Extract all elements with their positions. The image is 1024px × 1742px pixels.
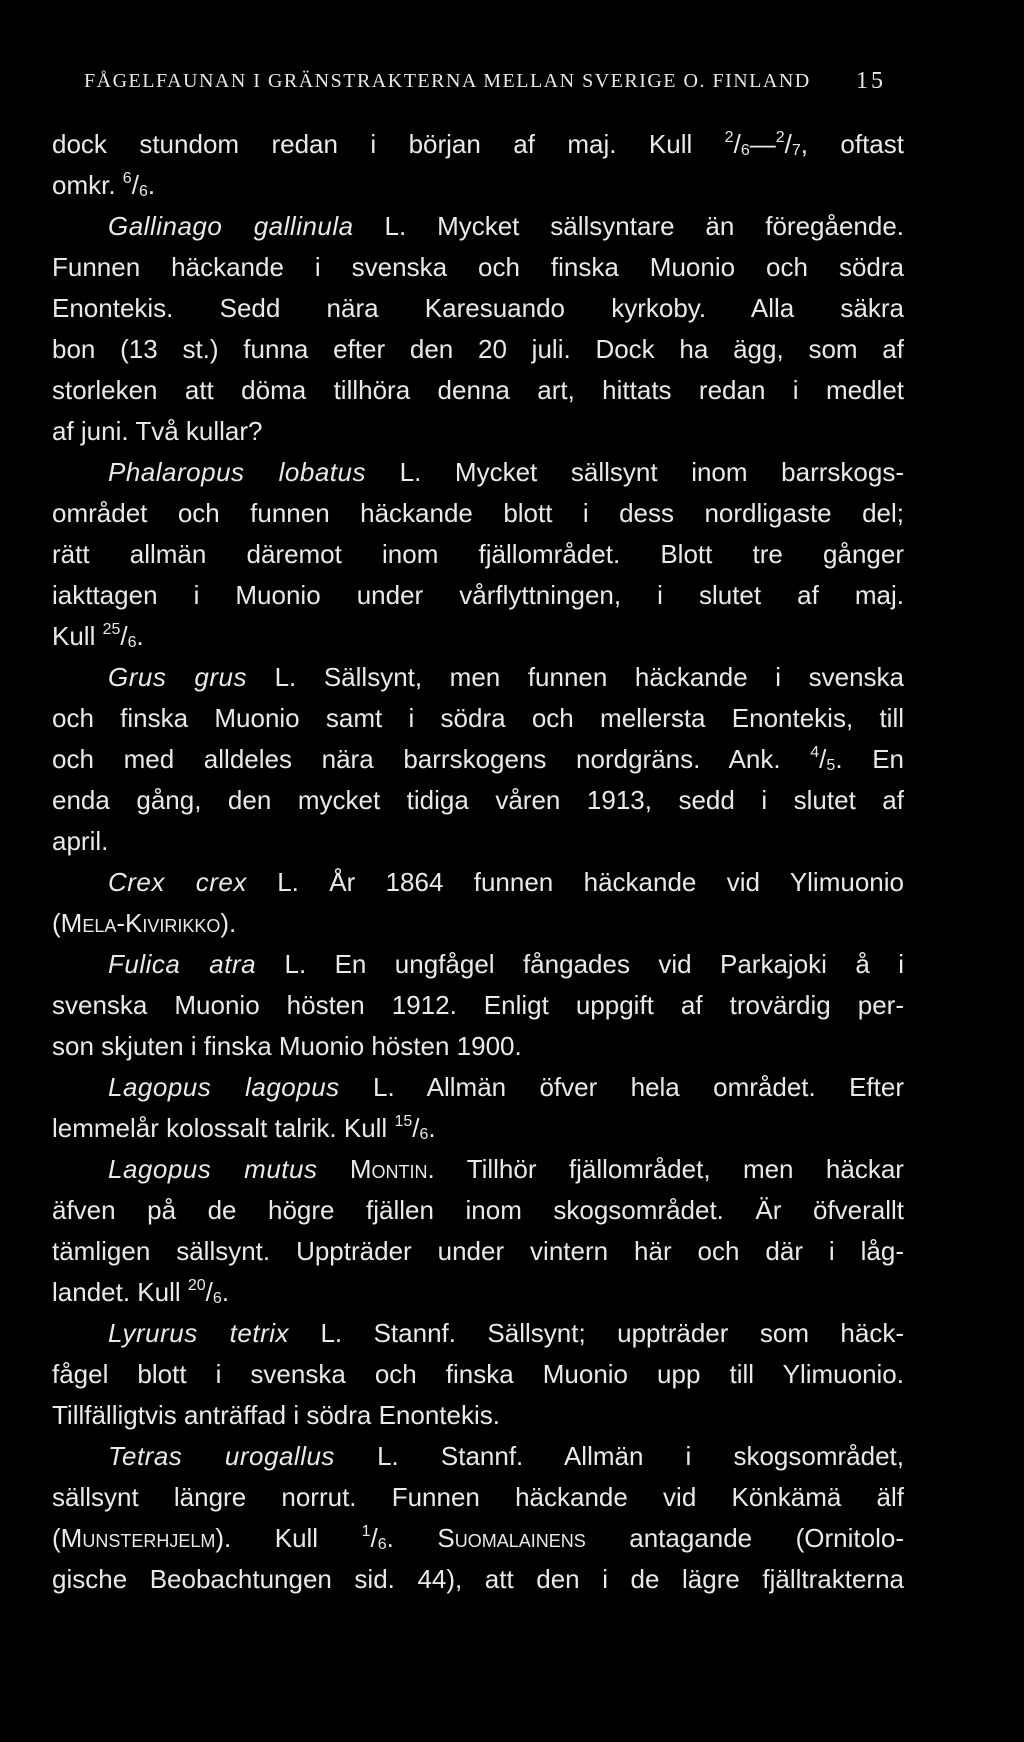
species-entry-crex: Crex crex L. År 1864 funnen häckande vid Ylimuonio xyxy=(108,867,904,897)
text-line-12: iakttagen i Muonio under vårflyttningen, i slutet af maj. xyxy=(52,580,904,610)
text-line-22: svenska Muonio hösten 1912. Enligt uppgift af trovärdig per- xyxy=(52,990,904,1020)
text-line-10: området och funnen häckande blott i dess nordligaste del; xyxy=(52,498,904,528)
species-name: Phalaropus lobatus xyxy=(108,457,366,487)
species-name: Tetras urogallus xyxy=(108,1441,335,1471)
text-line-36: gische Beobachtungen sid. 44), att den i de lägre fjälltrakterna xyxy=(52,1564,904,1594)
text-line-25: lemmelår kolossalt talrik. Kull $^{15}/_6$. xyxy=(52,1113,436,1143)
species-entry-lyrurus: Lyrurus tetrix L. Stannf. Sällsynt; uppträder som häck- xyxy=(108,1318,904,1348)
species-name: Lagopus mutus xyxy=(108,1154,318,1184)
text-line-34: sällsynt längre norrut. Funnen häckande vid Könkämä älf xyxy=(52,1482,904,1512)
text-line-2: omkr. $^6/_6$. xyxy=(52,170,156,200)
text-line-27: äfven på de högre fjällen inom skogsområdet. Är öfverallt xyxy=(52,1195,904,1225)
species-entry-phalaropus: Phalaropus lobatus L. Mycket sällsynt inom barrskogs- xyxy=(108,457,904,487)
text-line-23: son skjuten i finska Muonio hösten 1900. xyxy=(52,1031,522,1061)
text-line-29: landet. Kull $^{20}/_6$. xyxy=(52,1277,230,1307)
text-line-31: fågel blott i svenska och finska Muonio upp till Ylimuonio. xyxy=(52,1359,904,1389)
text-line-8: af juni. Två kullar? xyxy=(52,416,263,446)
species-entry-tetras: Tetras urogallus L. Stannf. Allmän i skogsområdet, xyxy=(108,1441,904,1471)
author-name: Munsterhjelm xyxy=(60,1523,216,1553)
species-name: Fulica atra xyxy=(108,949,257,979)
page-number: 15 xyxy=(856,68,886,94)
text-line-15: och finska Muonio samt i södra och mellersta Enontekis, till xyxy=(52,703,904,733)
text-line-7: storleken att döma tillhöra denna art, hittats redan i medlet xyxy=(52,375,904,405)
species-entry-fulica: Fulica atra L. En ungfågel fångades vid Parkajoki å i xyxy=(108,949,904,979)
author-name: Mela-Kivirikko xyxy=(60,908,221,938)
text-line-35: (Munsterhjelm). Kull $^1/_6$. Suomalainens antagande (Ornitolo- xyxy=(52,1523,904,1553)
text-line-13: Kull $^{25}/_6$. xyxy=(52,621,144,651)
species-name: Gallinago gallinula xyxy=(108,211,354,241)
text-line-17: enda gång, den mycket tidiga våren 1913, sedd i slutet af xyxy=(52,785,904,815)
species-entry-grus: Grus grus L. Sällsynt, men funnen häckande i svenska xyxy=(108,662,904,692)
text-line-5: Enontekis. Sedd nära Karesuando kyrkoby. Alla säkra xyxy=(52,293,904,323)
text-line-20: (Mela-Kivirikko). xyxy=(52,908,237,938)
text-line-6: bon (13 st.) funna efter den 20 juli. Dock ha ägg, som af xyxy=(52,334,904,364)
running-title: FÅGELFAUNAN I GRÄNSTRAKTERNA MELLAN SVERIGE O. FINLAND xyxy=(84,70,811,92)
species-name: Grus grus xyxy=(108,662,247,692)
text-line-4: Funnen häckande i svenska och finska Muonio och södra xyxy=(52,252,904,282)
species-entry-lagopus-mutus: Lagopus mutus Montin. Tillhör fjällområdet, men häckar xyxy=(108,1154,904,1184)
author-name: Montin xyxy=(317,1154,428,1184)
text-line-1: dock stundom redan i början af maj. Kull $^2/_6—^2/_7$, oftast xyxy=(52,129,904,159)
species-entry-gallinago: Gallinago gallinula L. Mycket sällsyntare än föregående. xyxy=(108,211,905,241)
text-line-32: Tillfälligtvis anträffad i södra Enontekis. xyxy=(52,1400,500,1430)
text-line-28: tämligen sällsynt. Uppträder under vintern här och där i låg- xyxy=(52,1236,904,1266)
species-name: Lagopus lagopus xyxy=(108,1072,340,1102)
text-line-16: och med alldeles nära barrskogens nordgräns. Ank. $^4/_5$. En xyxy=(52,744,904,774)
species-name: Lyrurus tetrix xyxy=(108,1318,290,1348)
text-line-18: april. xyxy=(52,826,109,856)
species-name: Crex crex xyxy=(108,867,247,897)
text-line-11: rätt allmän däremot inom fjällområdet. Blott tre gånger xyxy=(52,539,904,569)
species-entry-lagopus-lagopus: Lagopus lagopus L. Allmän öfver hela området. Efter xyxy=(108,1072,904,1102)
author-name: Suomalainens xyxy=(437,1523,586,1553)
